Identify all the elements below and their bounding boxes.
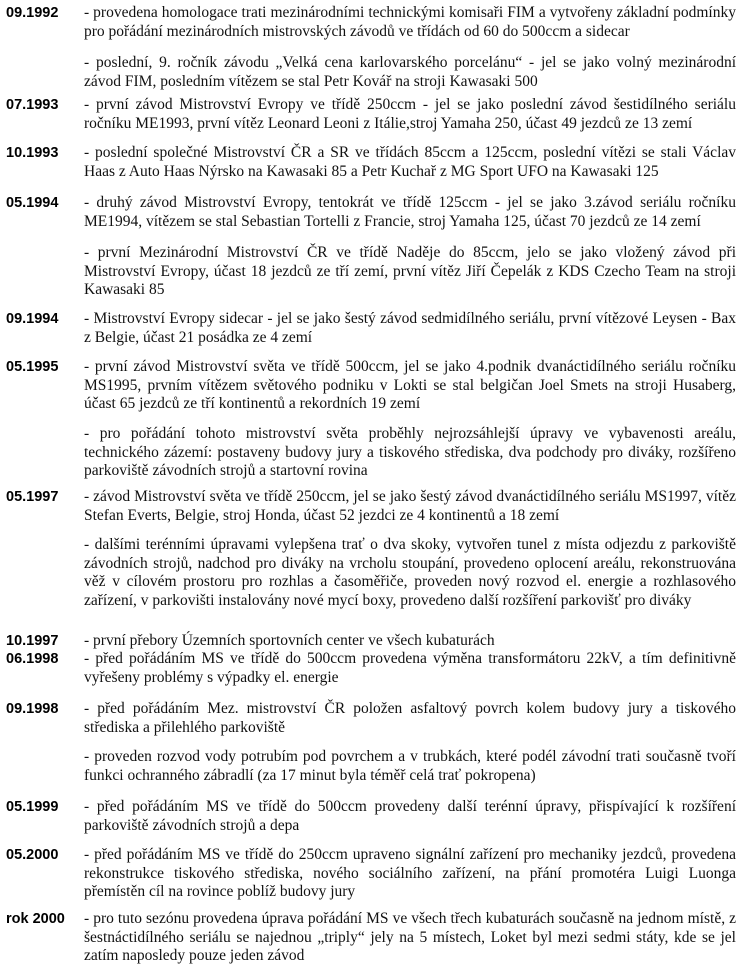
- entry-text: - druhý závod Mistrovství Evropy, tentokrát ve třídě 125ccm - jel se jako 3.závod seriálu ročníku ME1994, vítězem se stal Sebastian Tortelli z Francie, stroj Yamaha 125, účast 70 jezdců ze 14 zemí: [84, 194, 736, 230]
- entry-text: - závod Mistrovství světa ve třídě 250ccm, jel se jako šestý závod dvanáctidílného seriálu MS1997, vítěz Stefan Everts, Belgie, stroj Honda, účast 52 jezdci ze 4 kontinentů a 18 zemí: [84, 488, 736, 524]
- entry-date: 06.1998: [6, 651, 59, 667]
- entry-date: 09.1992: [6, 5, 59, 21]
- entry-text: - pro tuto sezónu provedena úprava pořádání MS ve všech třech kubaturách současně na jednom místě, z šestnáctidílného seriálu se najednou „triply“ jely na 5 místech, Loket byl mezi sedmi státy, kde se jel zatím naposledy pouze jeden závod: [84, 910, 736, 964]
- entry-date: rok 2000: [6, 911, 65, 927]
- entry-text: - poslední, 9. ročník závodu „Velká cena karlovarského porcelánu“ - jel se jako volný mezinárodní závod FIM, posledním vítězem se stal Petr Kovář na stroji Kawasaki 500: [84, 54, 736, 90]
- entry-date: 09.1994: [6, 311, 59, 327]
- entry-text: - první závod Mistrovství světa ve třídě 500ccm, jel se jako 4.podnik dvanáctidílného seriálu ročníku MS1995, prvním vítězem světového podniku v Lokti se stal belgičan Joel Smets na stroji Husaberg, účast 65 jezdců ze tří kontinentů a rekordních 19 zemí: [84, 358, 736, 412]
- entry-text: - poslední společné Mistrovství ČR a SR ve třídách 85ccm a 125ccm, poslední vítězi se stali Václav Haas z Auto Haas Nýrsko na Kawasaki 85 a Petr Kuchař z MG Sport UFO na Kawasaki 125: [84, 144, 736, 180]
- entry-text: - před pořádáním MS ve třídě do 500ccm provedeny další terénní úpravy, přispívající k rozšíření parkoviště závodních strojů a depa: [84, 798, 736, 834]
- entry-text: - provedena homologace trati mezinárodními technickými komisaři FIM a vytvořeny základní podmínky pro pořádání mezinárodních mistrovských závodů ve třídách od 60 do 500ccm a sidecar: [84, 4, 736, 40]
- entry-text: - před pořádáním Mez. mistrovství ČR položen asfaltový povrch kolem budovy jury a tiskového střediska a přilehlého parkoviště: [84, 700, 736, 736]
- entry-text: - proveden rozvod vody potrubím pod povrchem a v trubkách, které podél závodní trati současně tvoří funkci ochranného zábradlí (za 17 minut byla téměř celá trať pokropena): [84, 748, 736, 784]
- entry-text: - první Mezinárodní Mistrovství ČR ve třídě Naděje do 85ccm, jelo se jako vložený závod při Mistrovství Evropy, účast 18 jezdců ze tří zemí, první vítěz Jiří Čepelák z KDS Czecho Team na stroji Kawasaki 85: [84, 244, 736, 298]
- entry-date: 05.1999: [6, 799, 59, 815]
- entry-text: - pro pořádání tohoto mistrovství světa proběhly nejrozsáhlejší úpravy ve vybavenosti areálu, technického zázemí: postaveny budovy jury a tiskového střediska, dva podchody pro diváky, rozšířeno parkoviště závodních strojů a startovní rovina: [84, 425, 736, 479]
- entry-date: 07.1993: [6, 97, 59, 113]
- entry-date: 05.1995: [6, 359, 59, 375]
- entry-text: - před pořádáním MS ve třídě do 250ccm upraveno signální zařízení pro mechaniky jezdců, provedena rekonstrukce tiskového střediska, nového sociálního zařízení, na přání promotéra Luigi Luonga přemístěn cíl na rovince poblíž budovy jury: [84, 846, 736, 900]
- entry-date: 10.1993: [6, 145, 59, 161]
- entry-text: - první přebory Územních sportovních center ve všech kubaturách: [84, 632, 495, 649]
- entry-date: 05.1997: [6, 489, 59, 505]
- entry-text: - Mistrovství Evropy sidecar - jel se jako šestý závod sedmidílného seriálu, první vítězové Leysen - Bax z Belgie, účast 21 posádka ze 4 zemí: [84, 310, 736, 346]
- entry-date: 10.1997: [6, 633, 59, 649]
- entry-text: - před pořádáním MS ve třídě do 500ccm provedena výměna transformátoru 22kV, a tím definitivně vyřešeny problémy s výpadky el. energie: [84, 650, 736, 686]
- entry-date: 05.1994: [6, 195, 59, 211]
- entry-date: 09.1998: [6, 701, 59, 717]
- entry-text: - dalšími terénními úpravami vylepšena trať o dva skoky, vytvořen tunel z místa odjezdu z parkoviště závodních strojů, nadchod pro diváky na vrcholu stoupání, provedeno oplocení areálu, rekonstruována věž v cílovém prostoru pro rozhlas a časoměřiče, proveden nový rozvod el. energie a rozhlasového zařízení, v parkovišti instalovány nové mycí boxy, provedeno další rozšíření parkovišť pro diváky: [84, 536, 736, 609]
- entry-text: - první závod Mistrovství Evropy ve třídě 250ccm - jel se jako poslední závod šestidílného seriálu ročníku ME1993, první vítěz Leonard Leoni z Itálie,stroj Yamaha 250, účast 49 jezdců ze 13 zemí: [84, 96, 736, 132]
- entry-date: 05.2000: [6, 847, 59, 863]
